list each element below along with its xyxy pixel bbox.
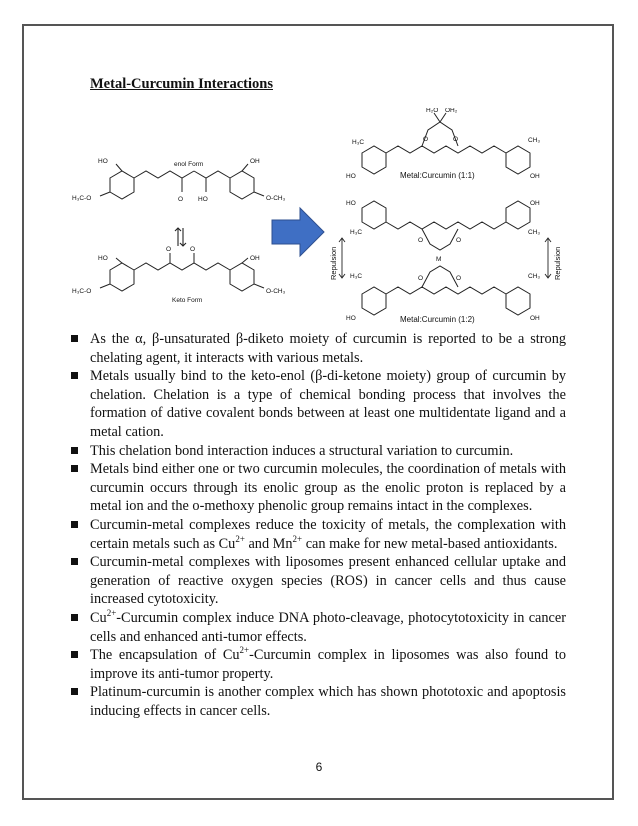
complex-2-o3: O — [418, 275, 424, 282]
curcumin-structure-figure — [70, 108, 580, 324]
square-bullet-icon — [71, 614, 78, 621]
charge-superscript: 2+ — [106, 608, 117, 619]
complex-2-o4: O — [456, 275, 462, 282]
keto-form-label: Keto Form — [172, 297, 203, 304]
square-bullet-icon — [71, 651, 78, 658]
complex-1-o-left: O — [423, 136, 429, 143]
complex-1-2-label: Metal:Curcumin (1:2) — [400, 315, 475, 324]
complex-1-ch3-label: CH₃ — [528, 137, 541, 144]
bullet-text: -Curcumin complex induce DNA photo-cleavage, photocytotoxicity in cancer cells and enhanced anti-tumor effects. — [90, 609, 566, 645]
bullet-text: Curcumin-metal complexes with liposomes present enhanced cellular uptake and generation of reactive oxygen species (ROS) in cancer cells and thus cause increased cytotoxicity. — [90, 554, 566, 608]
keto-o2-label: O — [190, 246, 196, 253]
bullet-text: Curcumin-metal complexes reduce the toxicity of metals, the complexation with certain metals such as Cu — [90, 516, 566, 552]
bullet-item — [70, 460, 566, 516]
bullet-list — [70, 330, 566, 720]
square-bullet-icon — [71, 558, 78, 565]
bullet-text: Cu — [90, 609, 107, 626]
bullet-text: This chelation bond interaction induces a structural variation to curcumin. — [90, 442, 514, 459]
bullet-text: As the α, β-unsaturated β-diketo moiety of curcumin is reported to be a strong chelating agent, it interacts with various metals. — [90, 331, 566, 366]
enol-ho-label: HO — [98, 158, 108, 165]
bullet-text: -Curcumin complex in liposomes was also found to improve its anti-tumor property. — [90, 647, 566, 682]
enol-h3co-label: H₃C-O — [72, 195, 92, 202]
charge-superscript: 2+ — [235, 533, 245, 544]
keto-oh-label: OH — [250, 255, 260, 262]
complex-1-oh-label: OH — [530, 173, 540, 180]
bullet-item — [70, 683, 566, 720]
charge-superscript: 2+ — [239, 645, 250, 656]
complex-2-ho-top: HO — [346, 200, 356, 207]
keto-ho-label: HO — [98, 255, 108, 262]
complex-2-oh-top: OH — [530, 200, 540, 207]
bullet-text: Metals bind either one or two curcumin molecules, the coordination of metals with curcumin occurs through its enolic group as the enolic proton is replaced by a metal ion and the o-methoxy phenolic group remains intact in the complexes. — [90, 461, 566, 515]
complex-1-water-left: H₂O — [426, 108, 439, 114]
keto-h3co-label: H₃C-O — [72, 288, 92, 295]
square-bullet-icon — [71, 372, 78, 379]
enol-form-structure — [100, 164, 264, 199]
square-bullet-icon — [71, 447, 78, 454]
square-bullet-icon — [71, 465, 78, 472]
bullet-text: can make for new metal-based antioxidants. — [302, 535, 558, 552]
enol-o-label: O — [178, 196, 184, 203]
enol-form-label: enol Form — [174, 161, 204, 168]
bullet-item — [70, 609, 566, 646]
complex-1-o-right: O — [453, 136, 459, 143]
keto-o1-label: O — [166, 246, 172, 253]
square-bullet-icon — [71, 688, 78, 695]
complex-2-o1: O — [418, 237, 424, 244]
enol-oh-label: OH — [250, 158, 260, 165]
equilibrium-arrows-icon — [175, 228, 186, 246]
page-number: 6 — [315, 760, 323, 774]
square-bullet-icon — [71, 335, 78, 342]
bullet-item — [70, 367, 566, 441]
keto-och3-label: O-CH₃ — [266, 288, 286, 295]
complex-1-1-structure — [362, 113, 530, 174]
complex-1-ho-label: HO — [346, 173, 356, 180]
keto-form-structure — [100, 253, 264, 291]
complex-2-oh-bottom: OH — [530, 315, 540, 322]
bullet-text: Platinum-curcumin is another complex which has shown phototoxic and apoptosis inducing effects in cancer cells. — [90, 684, 566, 719]
repulsion-label-left: Repulsion — [329, 246, 338, 280]
complex-1-h3c-label: H₃C — [352, 139, 365, 146]
complex-2-h3c-top: H₃C — [350, 229, 363, 236]
bullet-item — [70, 330, 566, 367]
complex-2-ch3-top: CH₃ — [528, 229, 541, 236]
bullet-item — [70, 553, 566, 609]
complex-2-ch3-bottom: CH₃ — [528, 273, 541, 280]
complex-1-1-label: Metal:Curcumin (1:1) — [400, 171, 475, 180]
charge-superscript: 2+ — [292, 533, 303, 544]
complex-2-metal-label: M — [436, 256, 442, 263]
square-bullet-icon — [71, 521, 78, 528]
complex-2-ho-bottom: HO — [346, 315, 356, 322]
reaction-arrow-icon — [272, 208, 324, 256]
bullet-item — [70, 516, 566, 553]
complex-2-h3c-bottom: H₃C — [350, 273, 363, 280]
complex-2-o2: O — [456, 237, 462, 244]
complex-1-water-right: OH₂ — [445, 108, 458, 114]
section-title: Metal-Curcumin Interactions — [90, 76, 273, 92]
bullet-text: and Mn — [244, 535, 293, 552]
bullet-text: Metals usually bind to the keto-enol (β-di-ketone moiety) group of curcumin by chelation. Chelation is a type of chemical bonding process that involves the formation of dative covalent bonds between at least one multidentate ligand and a metal cation. — [90, 368, 566, 440]
bullet-text: The encapsulation of Cu — [90, 647, 240, 664]
complex-1-2-structure — [362, 201, 530, 315]
enol-och3-label: O-CH₃ — [266, 195, 286, 202]
repulsion-label-right: Repulsion — [553, 246, 562, 280]
bullet-item — [70, 442, 566, 461]
bullet-item — [70, 646, 566, 683]
enol-ho2-label: HO — [198, 196, 208, 203]
